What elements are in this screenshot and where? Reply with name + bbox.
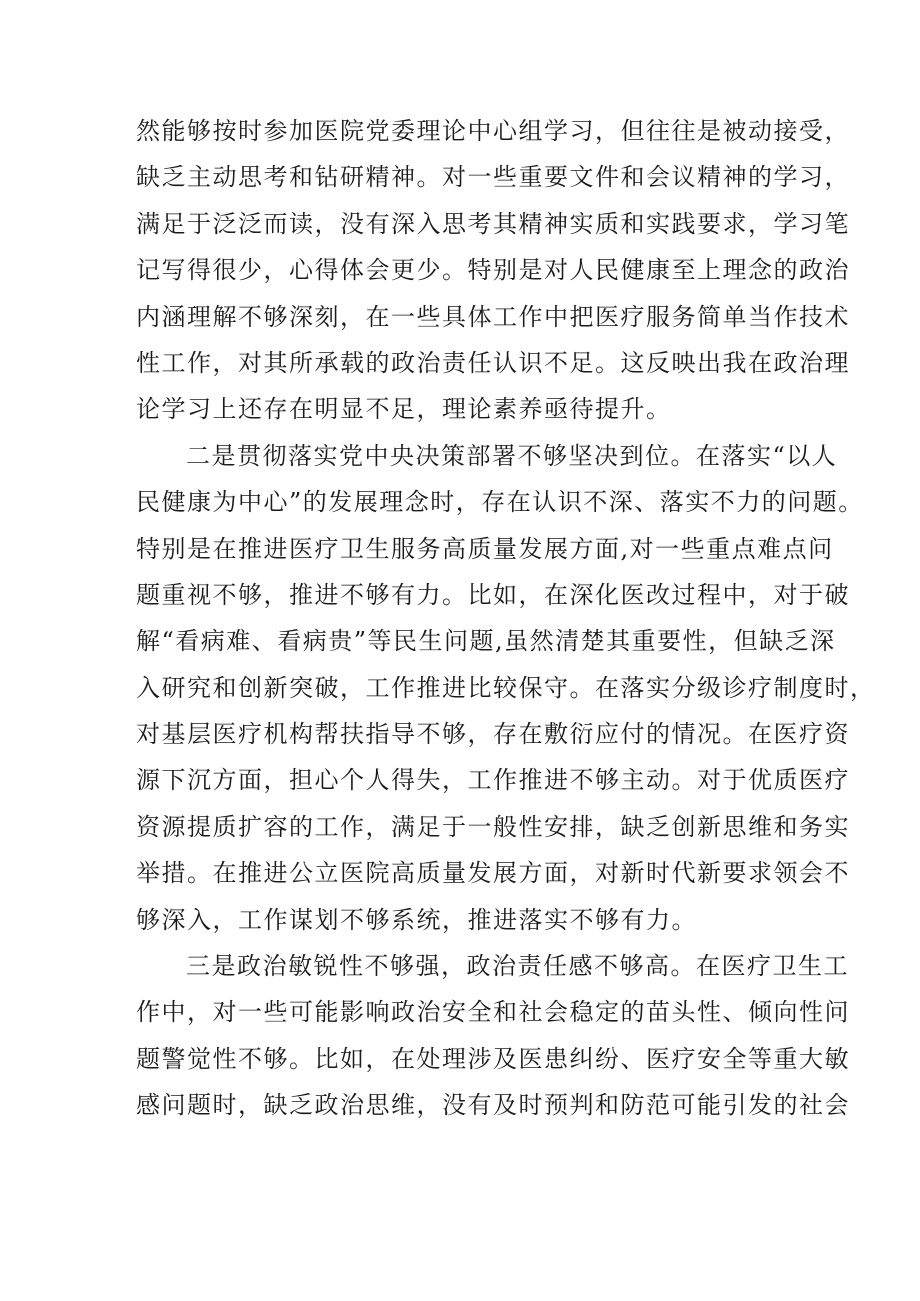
text-line: 感问题时，缺乏政治思维，没有及时预判和防范可能引发的社会 bbox=[136, 1091, 850, 1120]
text-line: 特别是在推进医疗卫生服务高质量发展方面,对一些重点难点问 bbox=[136, 534, 834, 563]
text-line: 论学习上还存在明显不足，理论素养亟待提升。 bbox=[136, 395, 672, 424]
text-line: 题重视不够，推进不够有力。比如，在深化医改过程中，对于破 bbox=[136, 580, 850, 609]
text-line: 然能够按时参加医院党委理论中心组学习，但往往是被动接受， bbox=[136, 117, 850, 145]
text-line: 缺乏主动思考和钻研精神。对一些重要文件和会议精神的学习， bbox=[136, 163, 850, 192]
document-body bbox=[136, 108, 876, 1129]
text-line: 作中，对一些可能影响政治安全和社会稳定的苗头性、倾向性问 bbox=[136, 998, 850, 1027]
text-line: 题警觉性不够。比如，在处理涉及医患纠纷、医疗安全等重大敏 bbox=[136, 1044, 850, 1073]
text-line: 举措。在推进公立医院高质量发展方面，对新时代新要求领会不 bbox=[136, 859, 850, 888]
text-line: 入研究和创新突破，工作推进比较保守。在落实分级诊疗制度时， bbox=[136, 673, 876, 702]
paragraph-start-line: 三是政治敏锐性不够强，政治责任感不够高。在医疗卫生工 bbox=[186, 952, 849, 981]
text-line: 记写得很少，心得体会更少。特别是对人民健康至上理念的政治 bbox=[136, 256, 850, 285]
text-line: 性工作，对其所承载的政治责任认识不足。这反映出我在政治理 bbox=[136, 348, 850, 377]
text-line: 源下沉方面，担心个人得失，工作推进不够主动。对于优质医疗 bbox=[136, 766, 850, 795]
text-line: 够深入，工作谋划不够系统，推进落实不够有力。 bbox=[136, 905, 697, 934]
text-line: 对基层医疗机构帮扶指导不够，存在敷衍应付的情况。在医疗资 bbox=[136, 720, 850, 749]
text-line: 资源提质扩容的工作，满足于一般性安排，缺乏创新思维和务实 bbox=[136, 812, 850, 841]
text-line: 内涵理解不够深刻，在一些具体工作中把医疗服务简单当作技术 bbox=[136, 302, 850, 331]
text-line: 民健康为中心”的发展理念时，存在认识不深、落实不力的问题。 bbox=[136, 488, 864, 517]
paragraph-start-line: 二是贯彻落实党中央决策部署不够坚决到位。在落实“以人 bbox=[186, 441, 838, 470]
text-line: 满足于泛泛而读，没有深入思考其精神实质和实践要求，学习笔 bbox=[136, 209, 850, 238]
text-line: 解“看病难、看病贵”等民生问题,虽然清楚其重要性，但缺乏深 bbox=[136, 627, 836, 656]
